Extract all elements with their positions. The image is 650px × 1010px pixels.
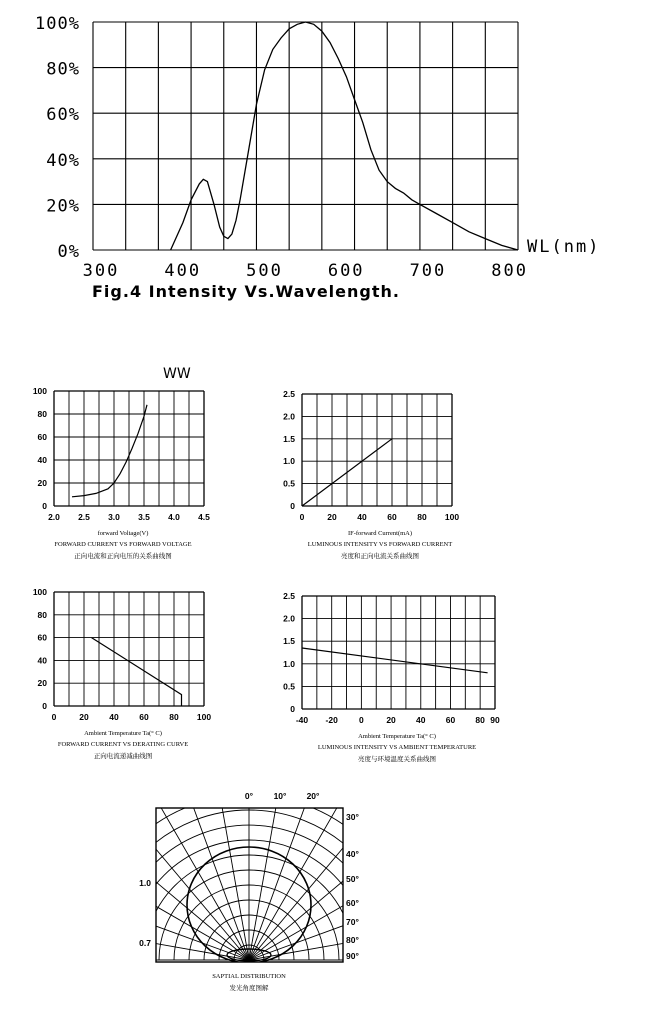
- y-tick-label: 60: [37, 432, 47, 442]
- x-axis-label: Ambient Temperature Ta(° C): [84, 730, 162, 737]
- x-tick-label: 90: [490, 715, 500, 725]
- caption-chinese: 正向电流和正向电压的关系曲线图: [74, 552, 172, 560]
- y-tick-label: 0%: [57, 242, 80, 262]
- x-tick-label: 0: [359, 715, 364, 725]
- caption-chinese: 亮度和正向电流关系曲线图: [341, 552, 419, 560]
- y-tick-label: 100: [32, 587, 47, 597]
- x-tick-label: 60: [387, 512, 397, 522]
- y-tick-label: 80: [37, 409, 47, 419]
- angle-label: 80°: [346, 935, 359, 945]
- y-tick-label: 2.0: [283, 613, 295, 624]
- x-tick-label: 80: [475, 715, 485, 725]
- y-tick-label: 1.5: [283, 636, 295, 647]
- luminous-intensity-vs-current-chart: [283, 389, 459, 560]
- x-tick-label: 400: [164, 261, 202, 281]
- angle-label: 10°: [273, 791, 287, 801]
- series-line: [92, 638, 182, 706]
- y-tick-label: 40: [37, 655, 47, 666]
- y-tick-label: 0: [42, 701, 47, 711]
- y-tick-label: 2.0: [283, 411, 295, 422]
- y-tick-label: 60: [37, 632, 47, 643]
- y-tick-label: 80%: [46, 59, 80, 80]
- polar-radial-line: [58, 850, 249, 960]
- x-tick-label: 4.0: [168, 512, 180, 522]
- x-tick-label: 800: [491, 261, 529, 281]
- x-tick-label: 20: [327, 512, 337, 522]
- y-tick-label: 60%: [46, 105, 80, 126]
- x-tick-label: 300: [82, 261, 120, 281]
- x-tick-label: 40: [357, 512, 367, 522]
- x-tick-label: 3.0: [108, 512, 120, 522]
- y-tick-labels: [35, 14, 80, 262]
- current-derating-chart: [33, 587, 212, 760]
- angle-label: 20°: [306, 791, 320, 801]
- angle-label: 50°: [346, 874, 359, 884]
- angle-label: 40°: [346, 849, 359, 859]
- y-tick-label: 0.5: [283, 478, 295, 489]
- x-axis-label: forward Voltage(V): [97, 530, 149, 537]
- radius-label: 1.0: [139, 878, 151, 888]
- y-tick-label: 0: [290, 704, 295, 714]
- x-tick-label: 40: [109, 712, 119, 722]
- x-tick-label: 600: [327, 261, 365, 281]
- caption-chinese: 正向电流递减曲线图: [93, 752, 153, 760]
- grid: [93, 22, 518, 250]
- caption-english: LUMINOUS INTENSITY VS AMBIENT TEMPERATURE: [317, 744, 477, 751]
- x-tick-label: 100: [196, 712, 212, 722]
- caption-english: LUMINOUS INTENSITY VS FORWARD CURRENT: [307, 541, 453, 548]
- y-tick-label: 20: [37, 478, 47, 488]
- caption-english: FORWARD CURRENT VS FORWARD VOLTAGE: [54, 541, 192, 548]
- x-tick-label: 20: [386, 715, 396, 725]
- x-tick-label: 2.0: [48, 512, 60, 522]
- ww-heading: WW: [163, 366, 191, 382]
- y-tick-label: 0: [290, 501, 295, 511]
- series-line: [302, 648, 488, 673]
- spectrum-curve: [171, 22, 518, 250]
- caption-english: FORWARD CURRENT VS DERATING CURVE: [57, 741, 189, 748]
- x-axis-label: WL(nm): [527, 237, 601, 257]
- angle-label: 90°: [346, 951, 359, 961]
- y-tick-label: 20%: [46, 196, 80, 217]
- x-tick-label: 60: [445, 715, 456, 725]
- polar-radial-line: [249, 850, 440, 960]
- intensity-vs-wavelength-chart: [35, 14, 600, 301]
- chart-title: Fig.4 Intensity Vs.Wavelength.: [92, 282, 400, 301]
- x-tick-label: 0: [51, 712, 57, 722]
- x-tick-label: -20: [325, 715, 338, 725]
- forward-current-vs-voltage-chart: [33, 386, 210, 560]
- y-tick-label: 80: [37, 609, 47, 620]
- y-tick-label: 1.0: [283, 658, 295, 669]
- angle-label: 60°: [346, 898, 359, 908]
- x-axis-label: Ambient Temperature Ta(° C): [358, 733, 436, 740]
- y-tick-label: 1.0: [283, 456, 295, 467]
- x-tick-label: 0: [299, 512, 305, 522]
- x-tick-label: 2.5: [78, 512, 90, 522]
- y-tick-label: 40: [37, 455, 47, 465]
- x-tick-label: 3.5: [138, 512, 150, 522]
- y-tick-label: 40%: [46, 150, 80, 171]
- x-tick-label: -40: [295, 715, 309, 725]
- x-tick-label: 60: [139, 712, 149, 722]
- x-tick-label: 20: [79, 712, 89, 722]
- y-tick-label: 0: [42, 501, 47, 511]
- caption-chinese: 发光角度图解: [229, 984, 269, 992]
- caption-chinese: 亮度与环境温度关系曲线图: [358, 755, 436, 763]
- y-tick-label: 2.5: [283, 591, 295, 601]
- x-tick-label: 80: [169, 712, 179, 722]
- y-tick-label: 100%: [35, 14, 80, 34]
- y-tick-label: 2.5: [283, 389, 295, 399]
- angle-label: 70°: [346, 917, 359, 927]
- caption-english: SAPTIAL DISTRIBUTION: [212, 973, 286, 980]
- polar-grid: [29, 740, 469, 963]
- spatial-distribution-chart: [29, 740, 469, 992]
- x-axis-label: IF-forward Current(mA): [347, 530, 413, 537]
- x-tick-label: 100: [444, 512, 460, 522]
- angle-label: 0°: [244, 791, 254, 801]
- x-tick-label: 40: [416, 715, 426, 725]
- intensity-vs-temperature-chart: [283, 591, 500, 763]
- x-tick-label: 500: [246, 261, 283, 281]
- radius-label: 0.7: [139, 938, 151, 948]
- x-tick-labels: [83, 261, 528, 281]
- x-tick-label: 4.5: [198, 512, 210, 522]
- x-tick-label: 80: [417, 512, 427, 522]
- y-tick-label: 0.5: [283, 681, 295, 692]
- y-tick-label: 20: [37, 678, 47, 689]
- angle-label: 30°: [346, 812, 359, 822]
- y-tick-label: 1.5: [283, 433, 295, 444]
- y-tick-label: 100: [32, 386, 47, 396]
- x-tick-label: 700: [409, 261, 447, 281]
